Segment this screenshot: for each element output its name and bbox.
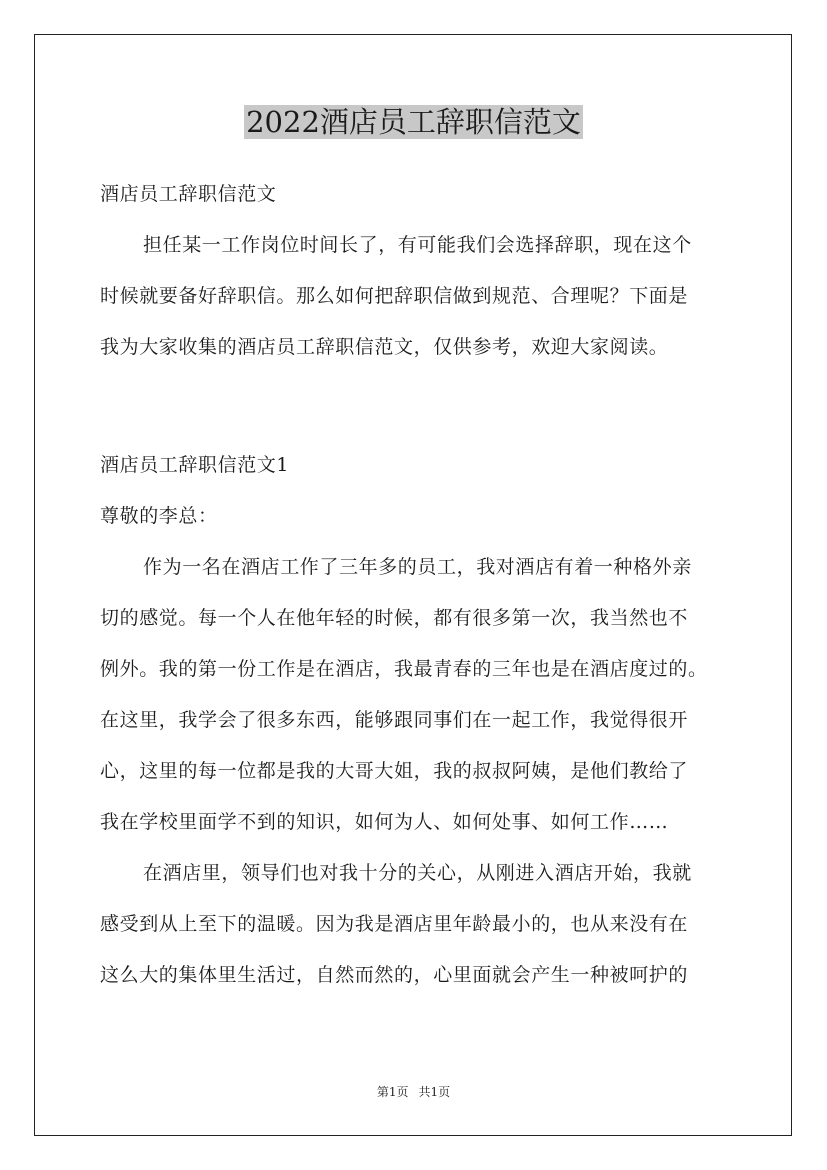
paragraph2-line: 这么大的集体里生活过，自然而然的，心里面就会产生一种被呵护的: [100, 964, 689, 986]
intro-line: 担任某一工作岗位时间长了，有可能我们会选择辞职，现在这个: [143, 234, 692, 256]
page-footer: [0, 1083, 827, 1100]
page-total: 共1页: [418, 1085, 451, 1099]
paragraph1-line: 在这里，我学会了很多东西，能够跟同事们在一起工作，我觉得很开: [100, 709, 689, 731]
page-number: 第1页: [376, 1085, 409, 1099]
intro-line: 时候就要备好辞职信。那么如何把辞职信做到规范、合理呢？下面是: [100, 285, 689, 307]
paragraph1-line: 我在学校里面学不到的知识，如何为人、如何处事、如何工作……: [100, 811, 669, 833]
document-title: [0, 100, 827, 144]
paragraph2-line: 感受到从上至下的温暖。因为我是酒店里年龄最小的，也从来没有在: [100, 913, 689, 935]
section-gap: [100, 373, 740, 440]
document-body: [100, 169, 740, 1001]
paragraph1-line: 心，这里的每一位都是我的大哥大姐，我的叔叔阿姨，是他们教给了: [100, 760, 689, 782]
paragraph1-line: 切的感觉。每一个人在他年轻的时候，都有很多第一次，我当然也不: [100, 607, 689, 629]
intro-line: 我为大家收集的酒店员工辞职信范文，仅供参考，欢迎大家阅读。: [100, 336, 669, 358]
paragraph2-line: 在酒店里，领导们也对我十分的关心，从刚进入酒店开始，我就: [143, 862, 692, 884]
paragraph1-line: 例外。我的第一份工作是在酒店，我最青春的三年也是在酒店度过的。: [100, 658, 708, 680]
section-heading: 酒店员工辞职信范文1: [100, 454, 290, 476]
document-title-text: 2022酒店员工辞职信范文: [246, 105, 581, 139]
letter-salutation: 尊敬的李总：: [100, 505, 218, 527]
document-subtitle: 酒店员工辞职信范文: [100, 183, 277, 205]
paragraph1-line: 作为一名在酒店工作了三年多的员工，我对酒店有着一种格外亲: [143, 556, 692, 578]
